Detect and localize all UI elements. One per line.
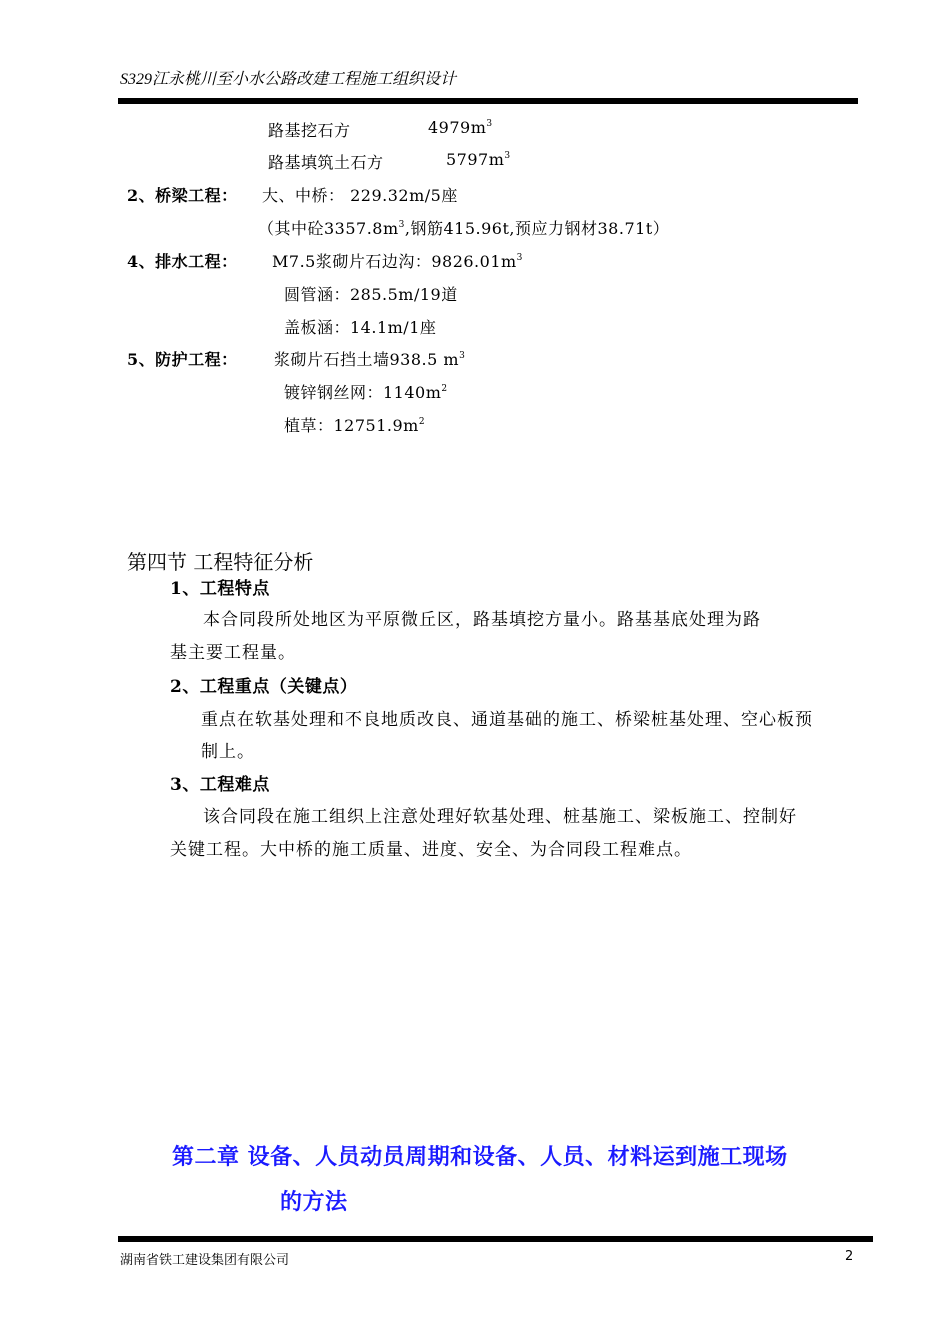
drainage-line2: 圆管涵：285.5m/19道 [284, 285, 458, 304]
chapter-title-line2: 的方法 [280, 1190, 348, 1215]
bridge-text: 大、中桥： 229.32m/5座 [262, 186, 458, 205]
page-number: 2 [845, 1249, 854, 1264]
protection-line2: 镀锌钢丝网：$1140m^2$ [284, 383, 448, 402]
drainage-line1: M7.5浆砌片石边沟：$9826.01m^3$ [272, 252, 523, 271]
drainage-line3: 盖板涵：14.1m/1座 [284, 318, 437, 337]
drainage-heading: 4、排水工程： [127, 252, 238, 271]
sub3-line1: 该合同段在施工组织上注意处理好软基处理、桩基施工、梁板施工、控制好 [203, 807, 797, 827]
section-title: 第四节 工程特征分析 [127, 550, 314, 574]
page-header-title: S329江永桃川至小水公路改建工程施工组织设计 [120, 71, 457, 88]
chapter-title-line1: 第二章 设备、人员动员周期和设备、人员、材料运到施工现场 [172, 1145, 788, 1170]
sub2-heading: 2、工程重点（关键点） [170, 677, 358, 697]
road-stone-label: 路基挖石方 [268, 121, 351, 140]
road-fill-label: 路基填筑土石方 [268, 153, 384, 172]
sub3-heading: 3、工程难点 [170, 775, 270, 795]
sub2-line1: 重点在软基处理和不良地质改良、通道基础的施工、桥梁桩基处理、空心板预 [201, 710, 813, 730]
sub1-line2: 基主要工程量。 [170, 643, 296, 663]
sub3-line2: 关键工程。大中桥的施工质量、进度、安全、为合同段工程难点。 [170, 840, 692, 860]
protection-heading: 5、防护工程： [127, 350, 238, 369]
bridge-detail: （其中砼$3357.8m^3$,钢筋415.96t,预应力钢材38.71t） [258, 219, 670, 238]
sub1-line1: 本合同段所处地区为平原微丘区，路基填挖方量小。路基基底处理为路 [203, 610, 761, 630]
road-stone-value: $4979m^3$ [428, 118, 493, 137]
header-rule [118, 98, 858, 104]
road-fill-value: $5797m^3$ [446, 150, 511, 169]
footer-company: 湖南省铁工建设集团有限公司 [120, 1253, 290, 1268]
sub1-heading: 1、工程特点 [170, 579, 270, 599]
bridge-heading: 2、桥梁工程： [127, 186, 238, 205]
protection-line1: 浆砌片石挡土墙938.5 $m^3$ [274, 350, 466, 369]
footer-rule [118, 1236, 873, 1242]
sub2-line2: 制上。 [201, 742, 255, 762]
protection-line3: 植草：$12751.9m^2$ [284, 416, 426, 435]
